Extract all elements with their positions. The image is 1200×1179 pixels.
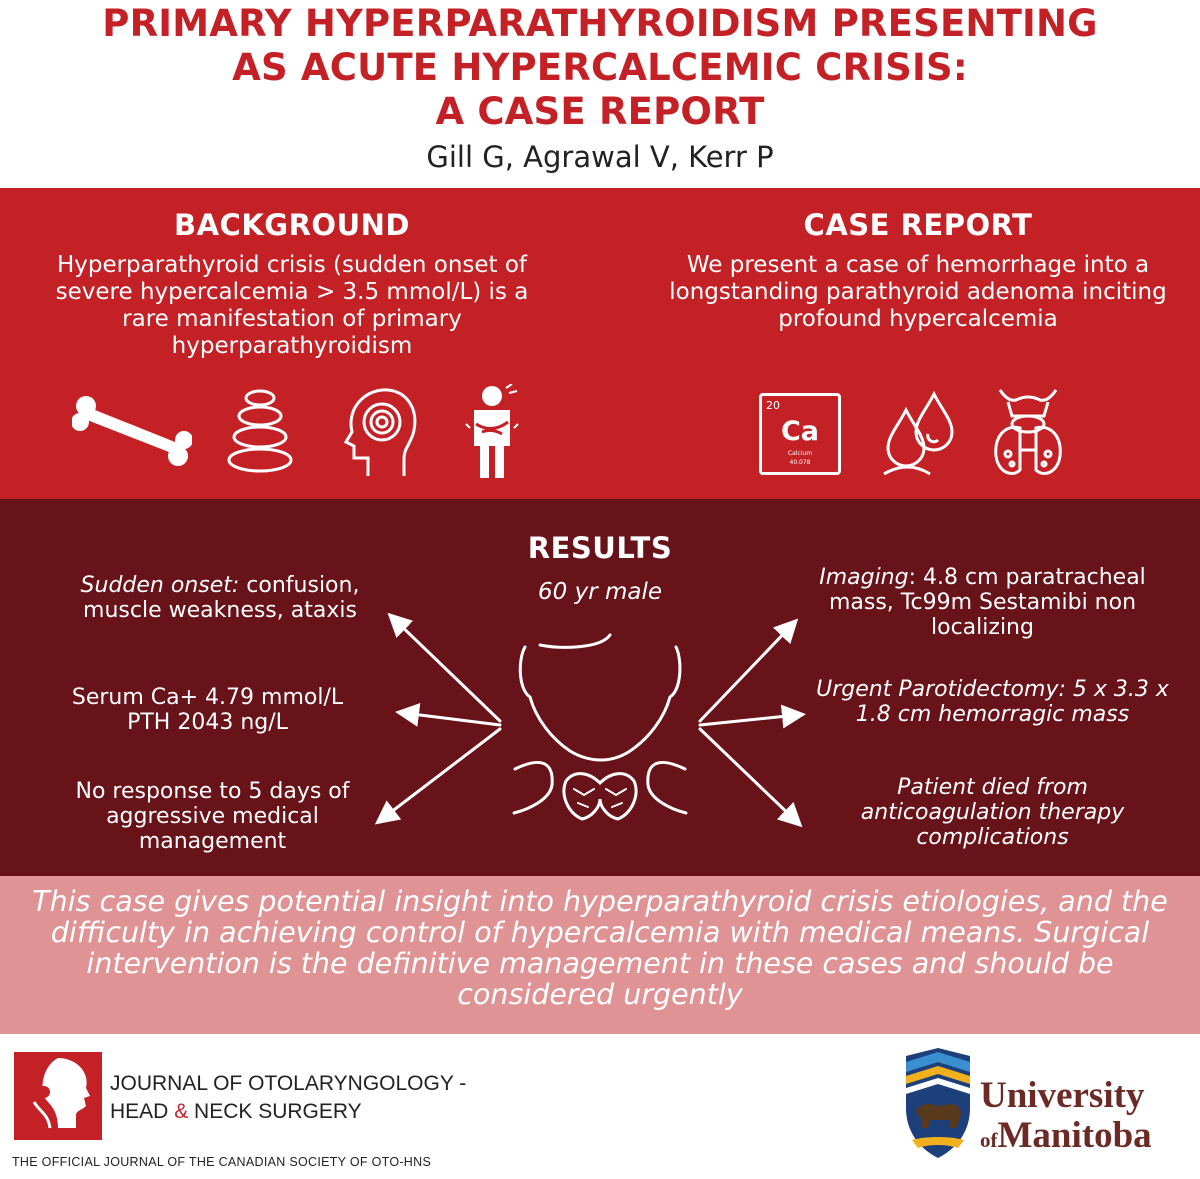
university-of: of (980, 1128, 998, 1152)
conclusion-section (0, 876, 1200, 1034)
arrow-imaging (700, 625, 792, 721)
arrow-onset (394, 619, 500, 721)
journal-face-icon (14, 1052, 102, 1140)
journal-ampersand: & (174, 1100, 189, 1123)
top-band (0, 188, 1200, 499)
journal-neck: NECK SURGERY (188, 1100, 362, 1123)
journal-title-line-2 (110, 1100, 362, 1124)
calcium-mass: 40.078 (789, 459, 811, 466)
university-line-1: University (980, 1075, 1145, 1116)
title-line-3: A CASE REPORT (435, 90, 765, 133)
result-labs-pth: PTH 2043 ng/L (127, 710, 288, 735)
university-name (980, 1076, 1152, 1160)
result-labs-ca: Serum Ca+ 4.79 mmol/L (71, 685, 344, 710)
university-line-2 (980, 1116, 1152, 1160)
abdominal-pain-icon (462, 384, 522, 480)
result-surgery-text: Urgent Parotidectomy: 5 x 3.3 x 1.8 cm hemorragic mass (816, 677, 1169, 727)
result-outcome-text: Patient died from anticoagulation therapy complications (860, 775, 1125, 850)
calcium-element-icon (759, 393, 841, 475)
title-line-1: PRIMARY HYPERPARATHYROIDISM PRESENTING (102, 2, 1098, 45)
thyroid-icon (990, 388, 1066, 480)
result-onset-text: confusion, muscle weakness, ataxis (83, 573, 360, 623)
neck-diagram (0, 499, 1200, 876)
conclusion-text: This case gives potential insight into hyperparathyroid crisis etiologies, and the difficulty in achieving control of hypercalcemia with medical means. Surgical intervention is the definitive management in these cases and should be considered urgently (32, 885, 1168, 1011)
background-heading: BACKGROUND (174, 208, 410, 242)
blood-drops-icon (882, 390, 962, 476)
journal-subtitle: THE OFFICIAL JOURNAL OF THE CANADIAN SOCIETY OF OTO-HNS (12, 1155, 432, 1169)
head-outline (520, 647, 680, 760)
bone-icon (72, 396, 192, 466)
calcium-name: Calcium (787, 450, 813, 457)
arrow-labs (404, 713, 500, 725)
calcium-symbol: Ca (780, 416, 820, 447)
arrow-outcome (700, 729, 796, 821)
page-title (0, 0, 1200, 134)
background-section (12, 188, 572, 360)
university-manitoba: Manitoba (997, 1115, 1152, 1156)
university-crest-icon (900, 1048, 976, 1160)
thyroid-outline (564, 774, 636, 819)
journal-title-line-1: JOURNAL OF OTOLARYNGOLOGY - (110, 1072, 467, 1095)
results-section (0, 499, 1200, 876)
patient-subject: 60 yr male (538, 579, 662, 605)
journal-head: HEAD (110, 1100, 175, 1123)
result-imaging-text: : 4.8 cm paratracheal mass, Tc99m Sestamibi non localizing (828, 565, 1146, 640)
journal-logo (14, 1052, 102, 1140)
authors: Gill G, Agrawal V, Kerr P (426, 140, 774, 174)
arrow-response (382, 729, 500, 819)
case-report-heading: CASE REPORT (803, 208, 1033, 242)
arrow-surgery (700, 715, 797, 725)
background-text: Hyperparathyroid crisis (sudden onset of severe hypercalcemia > 3.5 mmol/L) is a rare manifestation of primary hyperparathyroidism (55, 252, 529, 359)
case-report-section (638, 188, 1198, 333)
result-onset-em: Sudden onset: (80, 573, 240, 598)
head-spiral-icon (338, 386, 418, 478)
results-heading: RESULTS (527, 531, 673, 565)
result-imaging-em: Imaging (819, 565, 909, 590)
case-report-text: We present a case of hemorrhage into a longstanding parathyroid adenoma inciting profound hypercalcemia (669, 252, 1167, 332)
title-line-2: AS ACUTE HYPERCALCEMIC CRISIS: (232, 46, 968, 89)
stones-icon (225, 388, 295, 473)
header (0, 0, 1200, 188)
calcium-number: 20 (766, 399, 780, 412)
result-response-text: No response to 5 days of aggressive medical management (75, 779, 350, 854)
